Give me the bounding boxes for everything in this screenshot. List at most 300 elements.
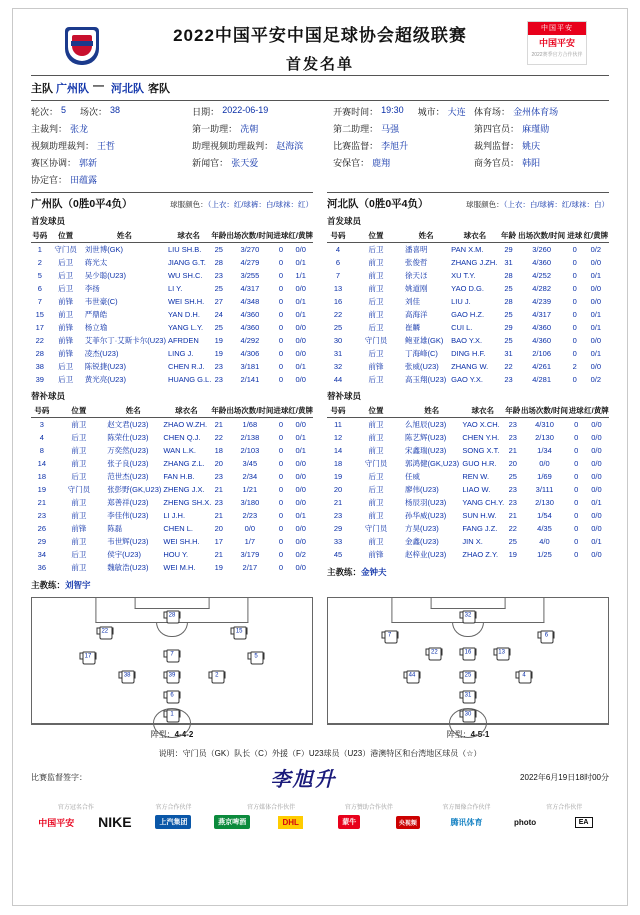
player-appearances: 1/69 bbox=[537, 472, 552, 481]
away-team-name: 河北队 bbox=[111, 83, 144, 95]
player-goals: 0 bbox=[572, 375, 577, 384]
player-number: 2 bbox=[37, 258, 42, 267]
player-goals: 0 bbox=[278, 297, 283, 306]
player-shirt-name: WU SH.C. bbox=[167, 271, 203, 280]
player-goals: 0 bbox=[278, 258, 283, 267]
player-goals: 0 bbox=[278, 446, 283, 455]
player-goals: 0 bbox=[278, 550, 283, 559]
player-age: 31 bbox=[504, 349, 513, 358]
player-position: 前卫 bbox=[368, 271, 384, 280]
player-appearances: 4/281 bbox=[532, 375, 552, 384]
player-shirt-name: GUO H.R. bbox=[462, 459, 497, 468]
player-shirt-name: DING H.F. bbox=[451, 349, 486, 358]
player-appearances: 2/34 bbox=[242, 472, 258, 481]
player-cards: 0/0 bbox=[591, 433, 602, 442]
player-position: 前卫 bbox=[71, 563, 87, 572]
home-kit-label: 球服颜色： bbox=[170, 200, 208, 209]
player-goals: 0 bbox=[278, 511, 283, 520]
table-row bbox=[327, 347, 609, 360]
referee-supervisor-label: 裁判监督： bbox=[474, 141, 520, 151]
player-shirt-name: GAO Y.X. bbox=[451, 375, 483, 384]
coordinator-value: 田蕴露 bbox=[70, 175, 98, 185]
table-row bbox=[31, 457, 313, 470]
player-age: 23 bbox=[214, 375, 223, 384]
player-number: 31 bbox=[333, 349, 343, 358]
away-squad-column bbox=[320, 192, 609, 591]
table-row bbox=[31, 470, 313, 483]
table-row bbox=[31, 522, 313, 535]
player-goals: 0 bbox=[574, 511, 579, 520]
table-row bbox=[31, 431, 313, 444]
fourth-official-value: 麻瑾勋 bbox=[522, 124, 550, 134]
round-value: 5 bbox=[61, 105, 67, 115]
sponsor-top-text: 中国平安 bbox=[528, 22, 586, 35]
player-age: 23 bbox=[508, 498, 517, 507]
table-header-row bbox=[31, 404, 313, 418]
player-shirt-name: WEI SH.H. bbox=[167, 297, 205, 306]
player-position: 守门员 bbox=[54, 245, 77, 254]
player-cards: 0/1 bbox=[295, 297, 306, 306]
sponsor-logo: 上汽集团 bbox=[144, 815, 203, 829]
away-formation-text: 阵型： bbox=[446, 730, 471, 739]
player-cards: 0/1 bbox=[590, 271, 602, 280]
area-coordinator-value: 郭新 bbox=[79, 158, 98, 168]
col-shirt: 球衣名 bbox=[161, 404, 211, 418]
table-row bbox=[31, 269, 313, 282]
player-shirt-name: LIAO W. bbox=[462, 485, 491, 494]
player-position: 前锋 bbox=[71, 524, 87, 533]
player-position: 后卫 bbox=[368, 323, 384, 332]
table-row bbox=[327, 269, 609, 282]
match-value: 38 bbox=[110, 105, 121, 115]
player-shirt-name: ZHANG W. bbox=[451, 362, 489, 371]
goal-box bbox=[135, 598, 210, 609]
table-row bbox=[31, 373, 313, 386]
player-goals: 0 bbox=[572, 284, 577, 293]
table-header-row bbox=[327, 229, 609, 243]
player-cards: 0/0 bbox=[591, 459, 602, 468]
pitch-shirt: 6 bbox=[165, 690, 180, 703]
page-title: 2022中国平安中国足球协会超级联赛 bbox=[173, 26, 467, 45]
player-appearances: 2/103 bbox=[240, 446, 260, 455]
player-name: 鲍亚雄(GK) bbox=[405, 336, 444, 345]
player-goals: 0 bbox=[278, 420, 283, 429]
table-row bbox=[31, 308, 313, 321]
pitch-shirt: 7 bbox=[382, 629, 397, 642]
player-cards: 0/1 bbox=[591, 537, 602, 546]
player-shirt-name: LING J. bbox=[167, 349, 194, 358]
pitch-shirt: 17 bbox=[81, 651, 96, 664]
sponsor-caption: 官方合作伙伴 bbox=[155, 805, 192, 811]
player-goals: 0 bbox=[572, 258, 577, 267]
player-age: 25 bbox=[214, 323, 223, 332]
player-appearances: 3/255 bbox=[240, 271, 260, 280]
away-team-record: （0胜0平4负） bbox=[358, 198, 429, 210]
player-appearances: 1/34 bbox=[537, 446, 552, 455]
player-shirt-name: FANG J.Z. bbox=[462, 524, 498, 533]
player-appearances: 1/21 bbox=[242, 485, 258, 494]
player-position: 前卫 bbox=[368, 258, 384, 267]
player-number: 7 bbox=[335, 271, 341, 280]
home-starters-table bbox=[31, 229, 313, 386]
col-goals: 进球 bbox=[273, 404, 288, 418]
table-row bbox=[31, 334, 313, 347]
away-kit-detail: （上衣：白/球裤：红/球袜：白） bbox=[503, 200, 609, 209]
player-name: 方昊(U23) bbox=[405, 524, 439, 533]
player-name: 韦世豪(C) bbox=[84, 297, 118, 306]
sponsor-caption: 官方冠名合作 bbox=[57, 805, 94, 811]
player-goals: 0 bbox=[574, 420, 579, 429]
player-position: 前锋 bbox=[368, 550, 384, 559]
legend-note: 说明：守门员（GK）队长（C）外援（F）U23球员（U23）港澳特区和台湾地区球员（☆） bbox=[158, 749, 482, 758]
player-name: 蒋光太 bbox=[84, 258, 108, 267]
col-age: 年龄 bbox=[211, 229, 226, 243]
player-cards: 0/0 bbox=[295, 245, 306, 254]
player-cards: 0/0 bbox=[295, 336, 306, 345]
player-appearances: 3/111 bbox=[535, 485, 554, 494]
player-position: 后卫 bbox=[58, 258, 74, 267]
player-age: 25 bbox=[508, 472, 517, 481]
col-no: 号码 bbox=[31, 229, 49, 243]
col-cards: 红/黄牌 bbox=[288, 229, 313, 243]
table-row bbox=[31, 418, 313, 432]
player-age: 22 bbox=[508, 524, 517, 533]
col-goals: 进球 bbox=[569, 404, 584, 418]
col-pos: 位置 bbox=[49, 229, 83, 243]
club-crest-icon bbox=[65, 27, 99, 67]
away-coach-name: 金钟夫 bbox=[361, 567, 387, 577]
player-number: 23 bbox=[37, 511, 46, 520]
table-row bbox=[327, 548, 609, 561]
player-position: 前锋 bbox=[58, 323, 74, 332]
player-position: 前卫 bbox=[368, 511, 384, 520]
player-appearances: 3/181 bbox=[240, 362, 260, 371]
player-name: 陈艺辉(U23) bbox=[405, 433, 447, 442]
player-shirt-name: WEI M.H. bbox=[163, 563, 196, 572]
col-age: 年龄 bbox=[505, 404, 520, 418]
player-name: 赵文君(U23) bbox=[107, 420, 149, 429]
table-row bbox=[327, 360, 609, 373]
player-shirt-name: YANG CH.Y. bbox=[462, 498, 505, 507]
col-shirt: 球衣名 bbox=[166, 229, 211, 243]
player-position: 后卫 bbox=[368, 375, 384, 384]
player-cards: 0/0 bbox=[590, 336, 602, 345]
player-position: 前卫 bbox=[368, 284, 384, 293]
match-supervisor-label: 比赛监督： bbox=[333, 141, 379, 151]
player-name: 潘喜明 bbox=[405, 245, 428, 254]
player-position: 后卫 bbox=[368, 349, 384, 358]
avar-value: 赵海滨 bbox=[276, 141, 304, 151]
player-number: 20 bbox=[333, 485, 343, 494]
player-goals: 0 bbox=[574, 498, 579, 507]
player-shirt-name: ZHAO W.ZH. bbox=[163, 420, 208, 429]
player-position: 后卫 bbox=[71, 472, 87, 481]
home-pitch-diagram bbox=[31, 597, 313, 725]
player-position: 前锋 bbox=[58, 297, 74, 306]
player-goals: 0 bbox=[278, 459, 283, 468]
player-number: 39 bbox=[35, 375, 44, 384]
player-number: 12 bbox=[333, 433, 343, 442]
table-row bbox=[327, 522, 609, 535]
sponsor-bottom-text: 2022赛季官方合作伙伴 bbox=[531, 52, 583, 58]
player-position: 后卫 bbox=[368, 245, 384, 254]
col-apps: 出场次数/时间 bbox=[520, 404, 568, 418]
player-number: 3 bbox=[39, 420, 44, 429]
pitch-shirt: 15 bbox=[232, 626, 247, 639]
table-row bbox=[31, 347, 313, 360]
signature-row bbox=[31, 763, 609, 792]
player-shirt-name: REN W. bbox=[462, 472, 490, 481]
var-value: 王哲 bbox=[97, 141, 116, 151]
table-row bbox=[31, 360, 313, 373]
col-name: 姓名 bbox=[105, 404, 161, 418]
away-coach bbox=[327, 566, 609, 578]
player-goals: 0 bbox=[278, 349, 283, 358]
player-cards: 0/1 bbox=[295, 362, 306, 371]
player-position: 前卫 bbox=[368, 433, 384, 442]
sponsor-logo: 燕京啤酒 bbox=[203, 815, 262, 829]
media-officer-label: 新闻官： bbox=[192, 158, 229, 168]
player-age: 21 bbox=[214, 485, 223, 494]
pitch-shirt: 22 bbox=[97, 626, 112, 639]
away-starters-table bbox=[327, 229, 609, 386]
player-number: 18 bbox=[333, 459, 343, 468]
player-goals: 0 bbox=[574, 524, 579, 533]
kickoff-label: 开赛时间： bbox=[333, 107, 379, 117]
penalty-arc bbox=[156, 622, 188, 637]
vs-dash: — bbox=[93, 80, 104, 92]
player-age: 31 bbox=[504, 258, 513, 267]
area-coordinator-label: 赛区协调： bbox=[31, 158, 77, 168]
player-name: 张彭野(GK,U23) bbox=[107, 485, 162, 494]
player-position: 守门员 bbox=[364, 459, 388, 468]
table-row bbox=[327, 308, 609, 321]
home-formation-text: 阵型： bbox=[150, 730, 175, 739]
player-number: 7 bbox=[37, 297, 42, 306]
player-number: 6 bbox=[335, 258, 341, 267]
player-number: 29 bbox=[37, 537, 46, 546]
home-kit-detail: （上衣：红/球裤：白/球袜：红） bbox=[207, 200, 313, 209]
safety-officer-label: 安保官： bbox=[333, 158, 370, 168]
player-cards: 0/0 bbox=[295, 375, 306, 384]
player-goals: 0 bbox=[278, 336, 283, 345]
player-shirt-name: HOU Y. bbox=[163, 550, 189, 559]
player-number: 13 bbox=[333, 284, 343, 293]
player-number: 22 bbox=[333, 310, 343, 319]
stadium-label: 体育场： bbox=[474, 107, 511, 117]
home-subs-table bbox=[31, 404, 313, 574]
player-shirt-name: ZHENG J.X. bbox=[163, 485, 205, 494]
sponsor-logo: DHL bbox=[261, 816, 320, 829]
player-shirt-name: WAN L.K. bbox=[163, 446, 197, 455]
player-number: 21 bbox=[333, 498, 343, 507]
player-name: 陈锐捷(U23) bbox=[84, 362, 126, 371]
table-row bbox=[31, 509, 313, 522]
player-goals: 0 bbox=[574, 550, 579, 559]
player-number: 28 bbox=[35, 349, 44, 358]
player-name: 张威(U23) bbox=[405, 362, 439, 371]
player-number: 14 bbox=[37, 459, 46, 468]
player-shirt-name: PAN X.M. bbox=[451, 245, 484, 254]
player-age: 21 bbox=[508, 511, 517, 520]
table-row bbox=[31, 496, 313, 509]
sponsor-caption: 官方赞助合作伙伴 bbox=[344, 805, 393, 811]
player-appearances: 4/310 bbox=[535, 420, 554, 429]
player-age: 20 bbox=[508, 459, 517, 468]
player-goals: 0 bbox=[278, 271, 283, 280]
table-row bbox=[31, 282, 313, 295]
player-shirt-name: LIU SH.B. bbox=[167, 245, 202, 254]
fourth-official-label: 第四官员： bbox=[474, 124, 520, 134]
date-label: 日期： bbox=[192, 107, 220, 117]
player-appearances: 4/317 bbox=[532, 310, 552, 319]
home-coach-label: 主教练： bbox=[31, 580, 66, 590]
player-age: 25 bbox=[214, 284, 223, 293]
assistant2-label: 第二助理： bbox=[333, 124, 379, 134]
player-cards: 0/0 bbox=[591, 485, 602, 494]
col-apps: 出场次数/时间 bbox=[517, 229, 567, 243]
player-cards: 0/0 bbox=[295, 459, 306, 468]
player-appearances: 4/360 bbox=[532, 258, 552, 267]
player-number: 16 bbox=[333, 297, 343, 306]
player-shirt-name: FAN H.B. bbox=[163, 472, 195, 481]
player-position: 前锋 bbox=[58, 336, 74, 345]
meta-teams-row bbox=[31, 80, 609, 96]
player-cards: 0/1 bbox=[295, 511, 306, 520]
player-goals: 0 bbox=[572, 245, 577, 254]
sponsor-footer bbox=[27, 802, 613, 830]
table-row bbox=[31, 561, 313, 574]
player-number: 18 bbox=[37, 472, 46, 481]
player-cards: 0/1 bbox=[295, 258, 306, 267]
coordinator-label: 协定官： bbox=[31, 175, 68, 185]
player-age: 21 bbox=[508, 446, 517, 455]
col-age: 年龄 bbox=[211, 404, 226, 418]
signature-value: 李旭升 bbox=[270, 769, 337, 791]
player-goals: 0 bbox=[574, 446, 579, 455]
player-shirt-name: BAO Y.X. bbox=[451, 336, 483, 345]
player-name: 崔麟 bbox=[405, 323, 420, 332]
home-formation-wrap bbox=[31, 597, 320, 740]
pitch-shirt: 1 bbox=[165, 709, 180, 722]
player-appearances: 4/279 bbox=[240, 258, 260, 267]
player-position: 前卫 bbox=[71, 537, 87, 546]
player-position: 前卫 bbox=[368, 310, 384, 319]
player-goals: 0 bbox=[278, 310, 283, 319]
away-subs-table bbox=[327, 404, 609, 561]
player-age: 25 bbox=[504, 310, 513, 319]
player-cards: 0/0 bbox=[295, 485, 306, 494]
player-goals: 2 bbox=[572, 362, 577, 371]
player-position: 前卫 bbox=[368, 420, 384, 429]
player-appearances: 2/17 bbox=[242, 563, 258, 572]
away-team-header bbox=[327, 192, 609, 211]
player-shirt-name: ZHANG Z.L. bbox=[163, 459, 205, 468]
player-goals: 0 bbox=[574, 472, 579, 481]
home-label: 主队 bbox=[31, 83, 53, 95]
player-cards: 0/0 bbox=[295, 498, 306, 507]
player-number: 30 bbox=[333, 336, 343, 345]
player-goals: 0 bbox=[278, 485, 283, 494]
pitch-shirt: 32 bbox=[461, 609, 476, 622]
player-shirt-name: CUI L. bbox=[451, 323, 473, 332]
col-cards: 红/黄牌 bbox=[583, 229, 609, 243]
player-cards: 0/0 bbox=[590, 297, 602, 306]
player-goals: 0 bbox=[278, 362, 283, 371]
table-row bbox=[327, 418, 609, 432]
player-age: 21 bbox=[214, 550, 223, 559]
player-age: 22 bbox=[214, 433, 223, 442]
player-shirt-name: CHEN R.J. bbox=[167, 362, 205, 371]
player-cards: 0/1 bbox=[295, 433, 306, 442]
player-age: 28 bbox=[504, 271, 513, 280]
player-name: 陈荣仕(U23) bbox=[107, 433, 149, 442]
sponsor-caption: 官方图像合作伙伴 bbox=[442, 805, 491, 811]
table-row bbox=[327, 496, 609, 509]
table-row bbox=[327, 509, 609, 522]
player-number: 17 bbox=[35, 323, 44, 332]
player-goals: 0 bbox=[574, 485, 579, 494]
business-officer-label: 商务官员： bbox=[474, 158, 520, 168]
player-age: 17 bbox=[214, 537, 223, 546]
goal-box bbox=[431, 598, 506, 609]
player-number: 11 bbox=[334, 420, 342, 429]
player-goals: 0 bbox=[572, 310, 577, 319]
player-cards: 0/0 bbox=[295, 323, 306, 332]
avar-label: 助理视频助理裁判： bbox=[192, 141, 274, 151]
signature-timestamp: 2022年6月19日18时00分 bbox=[520, 773, 609, 782]
table-row bbox=[31, 483, 313, 496]
player-shirt-name: WEI SH.H. bbox=[163, 537, 200, 546]
table-row bbox=[31, 444, 313, 457]
table-row bbox=[327, 535, 609, 548]
player-appearances: 4/252 bbox=[532, 271, 552, 280]
player-name: 范世杰(U23) bbox=[107, 472, 149, 481]
home-team-title: 广州队 bbox=[31, 198, 63, 210]
player-appearances: 3/179 bbox=[240, 550, 260, 559]
player-shirt-name: LI Y. bbox=[167, 284, 183, 293]
player-goals: 0 bbox=[574, 433, 579, 442]
player-goals: 0 bbox=[278, 284, 283, 293]
table-row bbox=[31, 548, 313, 561]
player-position: 后卫 bbox=[71, 433, 87, 442]
referee-supervisor-value: 姚庆 bbox=[522, 141, 541, 151]
player-position: 前卫 bbox=[368, 498, 384, 507]
player-position: 后卫 bbox=[368, 485, 384, 494]
player-name: 郑善祥(U23) bbox=[107, 498, 149, 507]
var-label: 视频助理裁判： bbox=[31, 141, 95, 151]
player-appearances: 4/306 bbox=[240, 349, 260, 358]
player-name: 刘佳 bbox=[405, 297, 420, 306]
player-number: 25 bbox=[333, 323, 343, 332]
home-squad-column bbox=[31, 192, 320, 591]
table-row bbox=[31, 256, 313, 269]
player-appearances: 2/138 bbox=[240, 433, 260, 442]
player-name: 赵梓业(U23) bbox=[405, 550, 447, 559]
pitch-shirt: 5 bbox=[249, 651, 264, 664]
player-shirt-name: XU T.Y. bbox=[451, 271, 476, 280]
table-row bbox=[31, 535, 313, 548]
player-age: 23 bbox=[508, 485, 517, 494]
player-cards: 0/0 bbox=[591, 446, 602, 455]
pitch-shirt: 4 bbox=[517, 670, 532, 683]
player-position: 后卫 bbox=[368, 472, 384, 481]
away-team-title: 河北队 bbox=[327, 198, 359, 210]
player-cards: 0/0 bbox=[591, 472, 602, 481]
player-position: 前锋 bbox=[368, 362, 384, 371]
player-appearances: 3/180 bbox=[240, 498, 260, 507]
table-row bbox=[327, 431, 609, 444]
